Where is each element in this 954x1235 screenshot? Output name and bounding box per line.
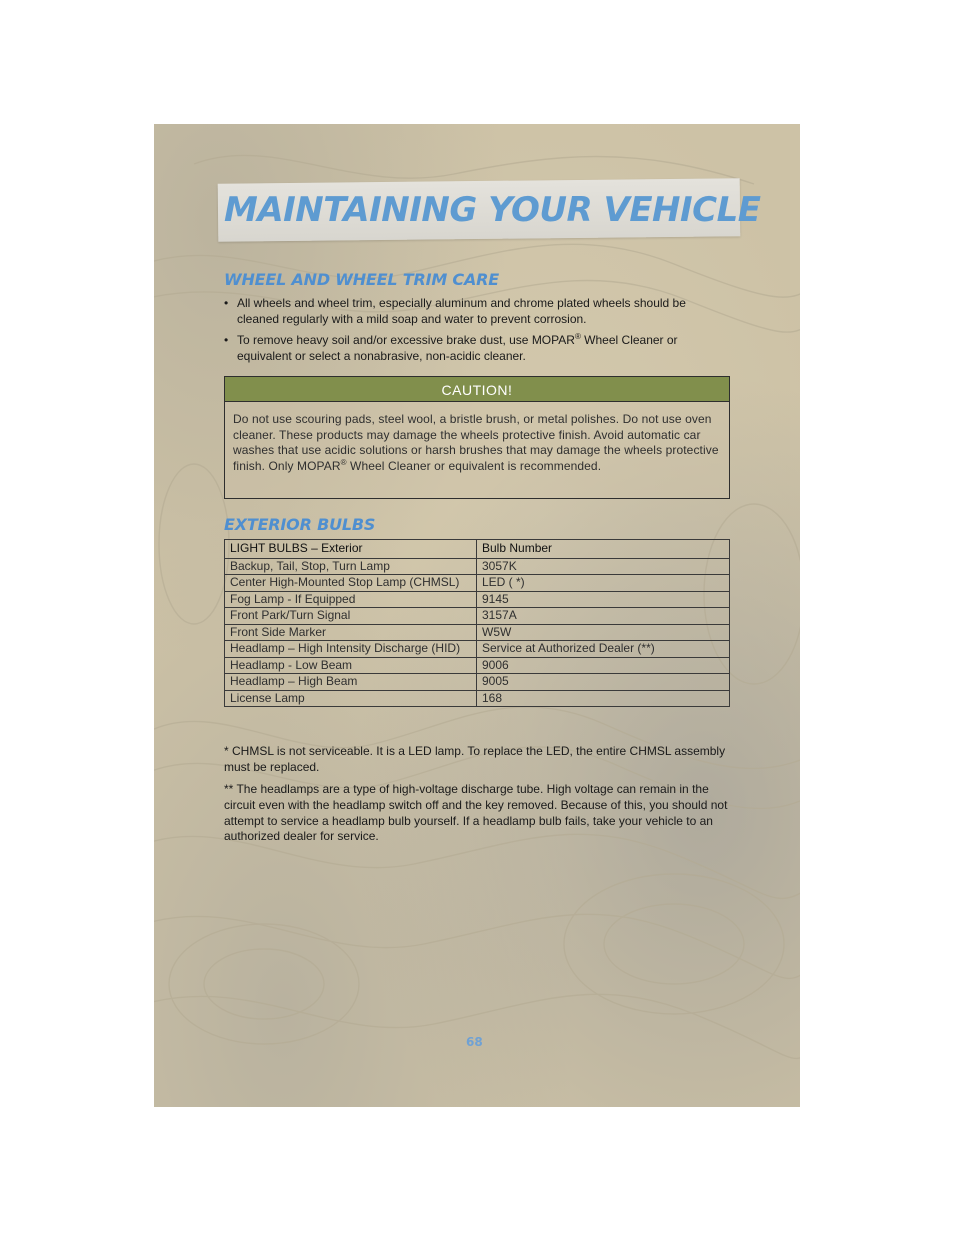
table-row bbox=[225, 575, 730, 592]
table-row bbox=[225, 591, 730, 608]
table-row bbox=[225, 624, 730, 641]
wheel-care-list bbox=[224, 295, 724, 369]
registered-mark: ® bbox=[574, 332, 581, 341]
table-cell-lamp: Front Park/Turn Signal bbox=[225, 608, 477, 625]
caution-text-start: Do not use scouring pads, steel wool, a bristle brush, or metal polishes. Do not use oven cleaner. These products may damage the wheels protective finish. Avoid automatic car washes that use acidic solutions or harsh brushes that may damage the wheels protective finish. Only MOPAR bbox=[233, 412, 719, 474]
column-header-light-bulbs: LIGHT BULBS – Exterior bbox=[225, 540, 477, 559]
caution-box bbox=[224, 376, 730, 499]
list-item bbox=[224, 332, 724, 364]
table-cell-lamp: Headlamp – High Intensity Discharge (HID) bbox=[225, 641, 477, 658]
list-item bbox=[224, 295, 724, 327]
table-cell-bulb: Service at Authorized Dealer (**) bbox=[477, 641, 730, 658]
headlamp-footnote: ** The headlamps are a type of high-voltage discharge tube. High voltage can remain in the circuit even with the headlamp switch off and the key removed. Because of this, you should not attempt to service a headlamp bulb yourself. If a headlamp bulb fails, take your vehicle to an authorized dealer for service. bbox=[224, 782, 728, 844]
table-cell-lamp: Headlamp - Low Beam bbox=[225, 657, 477, 674]
bullet-text-end: Wheel Cleaner or equivalent or select a nonabrasive, non-acidic cleaner. bbox=[237, 333, 678, 363]
table-cell-bulb: W5W bbox=[477, 624, 730, 641]
bullet-icon: • bbox=[224, 296, 229, 310]
table-row bbox=[225, 608, 730, 625]
caution-text-end: Wheel Cleaner or equivalent is recommended. bbox=[346, 459, 602, 474]
table-cell-lamp: Fog Lamp - If Equipped bbox=[225, 591, 477, 608]
bullet-text-start: To remove heavy soil and/or excessive brake dust, use MOPAR bbox=[237, 333, 575, 347]
table-cell-bulb: 9006 bbox=[477, 657, 730, 674]
registered-mark: ® bbox=[340, 458, 347, 468]
table-cell-lamp: Center High-Mounted Stop Lamp (CHMSL) bbox=[225, 575, 477, 592]
page-number: 68 bbox=[466, 1035, 483, 1049]
wheel-care-heading: WHEEL AND WHEEL TRIM CARE bbox=[224, 270, 500, 289]
table-row bbox=[225, 657, 730, 674]
column-header-bulb-number: Bulb Number bbox=[477, 540, 730, 559]
table-cell-bulb: 3057K bbox=[477, 558, 730, 575]
bullet-text: All wheels and wheel trim, especially aluminum and chrome plated wheels should be cleaned regularly with a mild soap and water to prevent corrosion. bbox=[237, 296, 686, 326]
exterior-bulbs-heading: EXTERIOR BULBS bbox=[224, 515, 376, 534]
table-row bbox=[225, 690, 730, 707]
table-row bbox=[225, 674, 730, 691]
bulb-table bbox=[224, 539, 730, 707]
table-row bbox=[225, 558, 730, 575]
table-header-row bbox=[225, 540, 730, 559]
table-cell-lamp: Front Side Marker bbox=[225, 624, 477, 641]
table-cell-bulb: 3157A bbox=[477, 608, 730, 625]
table-cell-bulb: 9005 bbox=[477, 674, 730, 691]
table-cell-bulb: 9145 bbox=[477, 591, 730, 608]
table-cell-lamp: License Lamp bbox=[225, 690, 477, 707]
table-cell-lamp: Headlamp – High Beam bbox=[225, 674, 477, 691]
table-cell-lamp: Backup, Tail, Stop, Turn Lamp bbox=[225, 558, 477, 575]
caution-text bbox=[225, 402, 729, 475]
page-title: MAINTAINING YOUR VEHICLE bbox=[224, 190, 761, 230]
table-row bbox=[225, 641, 730, 658]
bullet-icon: • bbox=[224, 333, 229, 347]
caution-heading: CAUTION! bbox=[225, 377, 729, 402]
table-cell-bulb: LED ( *) bbox=[477, 575, 730, 592]
table-cell-bulb: 168 bbox=[477, 690, 730, 707]
chmsl-footnote: * CHMSL is not serviceable. It is a LED lamp. To replace the LED, the entire CHMSL assembly must be replaced. bbox=[224, 744, 726, 774]
